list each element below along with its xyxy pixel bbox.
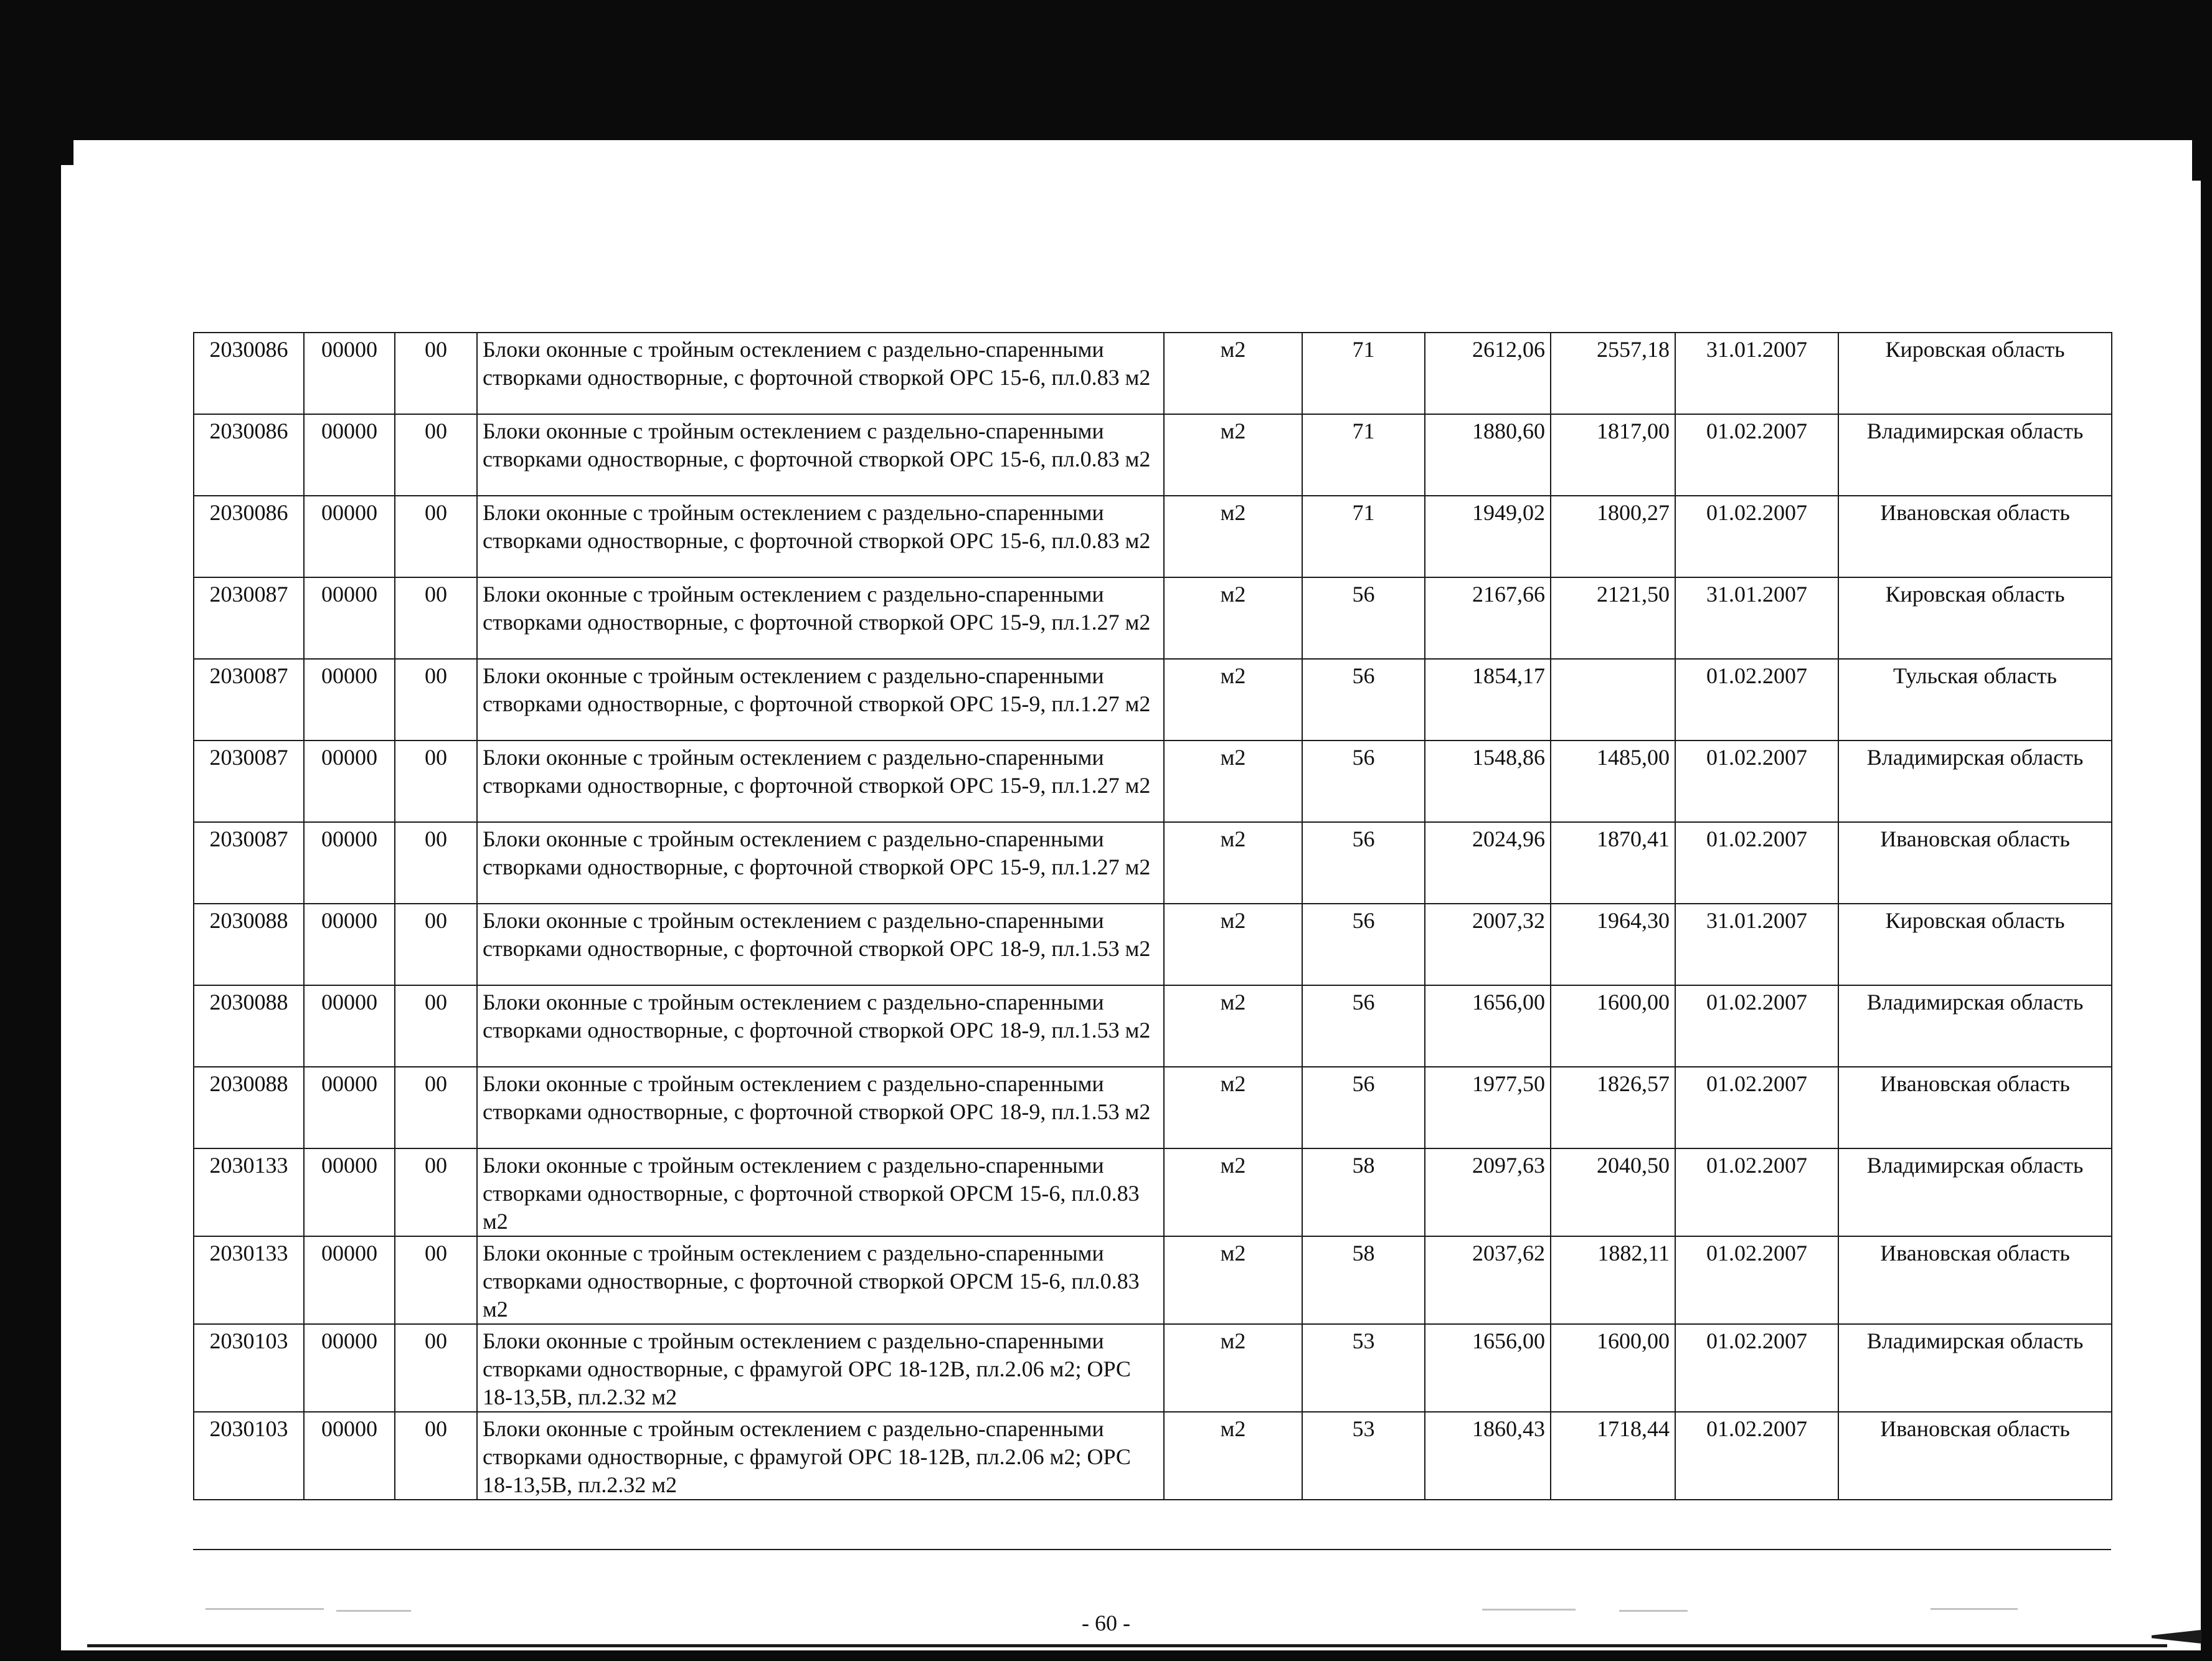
scan-noise bbox=[1619, 1610, 1688, 1612]
table-row bbox=[194, 1412, 2112, 1500]
table-row bbox=[194, 333, 2112, 414]
cell-subcode: 00000 bbox=[304, 904, 395, 985]
cell-quantity: 56 bbox=[1302, 985, 1425, 1067]
cell-quantity: 56 bbox=[1302, 822, 1425, 904]
scan-corner-shadow bbox=[61, 140, 73, 165]
cell-price-2: 1600,00 bbox=[1551, 1324, 1675, 1412]
cell-code: 2030088 bbox=[194, 1067, 304, 1148]
scan-noise bbox=[1482, 1609, 1576, 1611]
cell-price-2: 1817,00 bbox=[1551, 414, 1675, 496]
cell-unit: м2 bbox=[1164, 741, 1302, 822]
cell-region: Кировская область bbox=[1838, 904, 2112, 985]
cell-code: 2030086 bbox=[194, 496, 304, 577]
cell-price-2 bbox=[1551, 659, 1675, 741]
cell-unit: м2 bbox=[1164, 333, 1302, 414]
cell-region: Владимирская область bbox=[1838, 1148, 2112, 1236]
cell-description: Блоки оконные с тройным остеклением с раздельно-спаренными створками одностворные, с форточной створкой ОРС 15-6, пл.0.83 м2 bbox=[477, 414, 1164, 496]
cell-subcode: 00000 bbox=[304, 333, 395, 414]
cell-price-1: 2167,66 bbox=[1425, 577, 1551, 659]
cell-quantity: 53 bbox=[1302, 1412, 1425, 1500]
cell-subcode-2: 00 bbox=[395, 496, 477, 577]
cell-unit: м2 bbox=[1164, 1148, 1302, 1236]
cell-description: Блоки оконные с тройным остеклением с раздельно-спаренными створками одностворные, с форточной створкой ОРС 15-6, пл.0.83 м2 bbox=[477, 496, 1164, 577]
cell-price-2: 1600,00 bbox=[1551, 985, 1675, 1067]
cell-quantity: 56 bbox=[1302, 1067, 1425, 1148]
cell-subcode: 00000 bbox=[304, 1067, 395, 1148]
cell-region: Тульская область bbox=[1838, 659, 2112, 741]
cell-subcode: 00000 bbox=[304, 1324, 395, 1412]
cell-date: 01.02.2007 bbox=[1675, 1412, 1838, 1500]
cell-description: Блоки оконные с тройным остеклением с раздельно-спаренными створками одностворные, с форточной створкой ОРС 18-9, пл.1.53 м2 bbox=[477, 1067, 1164, 1148]
cell-price-1: 1656,00 bbox=[1425, 1324, 1551, 1412]
cell-price-1: 1548,86 bbox=[1425, 741, 1551, 822]
cell-price-1: 1656,00 bbox=[1425, 985, 1551, 1067]
cell-subcode: 00000 bbox=[304, 1148, 395, 1236]
cell-date: 01.02.2007 bbox=[1675, 1067, 1838, 1148]
table-row bbox=[194, 822, 2112, 904]
cell-subcode-2: 00 bbox=[395, 333, 477, 414]
cell-subcode-2: 00 bbox=[395, 1067, 477, 1148]
table-row bbox=[194, 577, 2112, 659]
cell-code: 2030087 bbox=[194, 822, 304, 904]
cell-price-1: 1860,43 bbox=[1425, 1412, 1551, 1500]
cell-subcode: 00000 bbox=[304, 741, 395, 822]
table-row bbox=[194, 1148, 2112, 1236]
cell-subcode: 00000 bbox=[304, 414, 395, 496]
cell-price-1: 1949,02 bbox=[1425, 496, 1551, 577]
cell-subcode-2: 00 bbox=[395, 1412, 477, 1500]
cell-description: Блоки оконные с тройным остеклением с раздельно-спаренными створками одностворные, с фрамугой ОРС 18-12В, пл.2.06 м2; ОРС 18-13,5В, пл.2.32 м2 bbox=[477, 1324, 1164, 1412]
cell-quantity: 53 bbox=[1302, 1324, 1425, 1412]
cell-description: Блоки оконные с тройным остеклением с раздельно-спаренными створками одностворные, с форточной створкой ОРС 15-9, пл.1.27 м2 bbox=[477, 659, 1164, 741]
cell-unit: м2 bbox=[1164, 822, 1302, 904]
cell-date: 01.02.2007 bbox=[1675, 741, 1838, 822]
cell-price-1: 2024,96 bbox=[1425, 822, 1551, 904]
cell-price-1: 1880,60 bbox=[1425, 414, 1551, 496]
cell-date: 01.02.2007 bbox=[1675, 414, 1838, 496]
scan-noise bbox=[336, 1610, 411, 1612]
cell-subcode: 00000 bbox=[304, 1412, 395, 1500]
cell-date: 31.01.2007 bbox=[1675, 577, 1838, 659]
cell-region: Владимирская область bbox=[1838, 741, 2112, 822]
cell-subcode: 00000 bbox=[304, 496, 395, 577]
cell-quantity: 56 bbox=[1302, 741, 1425, 822]
cell-price-2: 1800,27 bbox=[1551, 496, 1675, 577]
cell-subcode-2: 00 bbox=[395, 904, 477, 985]
cell-price-1: 2007,32 bbox=[1425, 904, 1551, 985]
scan-border-top bbox=[0, 0, 2212, 140]
table-body bbox=[194, 333, 2112, 1500]
cell-description: Блоки оконные с тройным остеклением с раздельно-спаренными створками одностворные, с форточной створкой ОРС 18-9, пл.1.53 м2 bbox=[477, 985, 1164, 1067]
cell-region: Владимирская область bbox=[1838, 1324, 2112, 1412]
cell-code: 2030088 bbox=[194, 985, 304, 1067]
cell-subcode-2: 00 bbox=[395, 1236, 477, 1324]
cell-date: 01.02.2007 bbox=[1675, 1324, 1838, 1412]
cell-code: 2030088 bbox=[194, 904, 304, 985]
cell-subcode-2: 00 bbox=[395, 741, 477, 822]
cell-region: Кировская область bbox=[1838, 333, 2112, 414]
cell-price-2: 1485,00 bbox=[1551, 741, 1675, 822]
scan-noise bbox=[206, 1608, 324, 1610]
page-number: - 60 - bbox=[1082, 1611, 1130, 1635]
cell-quantity: 71 bbox=[1302, 333, 1425, 414]
cell-quantity: 56 bbox=[1302, 577, 1425, 659]
cell-price-2: 1826,57 bbox=[1551, 1067, 1675, 1148]
cell-date: 01.02.2007 bbox=[1675, 985, 1838, 1067]
cell-date: 01.02.2007 bbox=[1675, 822, 1838, 904]
cell-unit: м2 bbox=[1164, 1412, 1302, 1500]
table-bottom-border bbox=[193, 1549, 2111, 1550]
cell-price-2: 2557,18 bbox=[1551, 333, 1675, 414]
cell-description: Блоки оконные с тройным остеклением с раздельно-спаренными створками одностворные, с форточной створкой ОРС 15-6, пл.0.83 м2 bbox=[477, 333, 1164, 414]
cell-code: 2030087 bbox=[194, 659, 304, 741]
cell-description: Блоки оконные с тройным остеклением с раздельно-спаренными створками одностворные, с форточной створкой ОРСМ 15-6, пл.0.83 м2 bbox=[477, 1236, 1164, 1324]
cell-price-1: 1854,17 bbox=[1425, 659, 1551, 741]
cell-unit: м2 bbox=[1164, 577, 1302, 659]
cell-price-2: 1882,11 bbox=[1551, 1236, 1675, 1324]
cell-quantity: 56 bbox=[1302, 904, 1425, 985]
cell-code: 2030086 bbox=[194, 414, 304, 496]
cell-unit: м2 bbox=[1164, 1324, 1302, 1412]
cell-quantity: 58 bbox=[1302, 1236, 1425, 1324]
cell-unit: м2 bbox=[1164, 904, 1302, 985]
cell-subcode-2: 00 bbox=[395, 1148, 477, 1236]
cell-region: Ивановская область bbox=[1838, 1067, 2112, 1148]
cell-region: Ивановская область bbox=[1838, 1412, 2112, 1500]
cell-description: Блоки оконные с тройным остеклением с раздельно-спаренными створками одностворные, с фрамугой ОРС 18-12В, пл.2.06 м2; ОРС 18-13,5В, пл.2.32 м2 bbox=[477, 1412, 1164, 1500]
table-row bbox=[194, 1236, 2112, 1324]
cell-date: 31.01.2007 bbox=[1675, 904, 1838, 985]
cell-subcode: 00000 bbox=[304, 985, 395, 1067]
cell-unit: м2 bbox=[1164, 985, 1302, 1067]
table-row bbox=[194, 496, 2112, 577]
cell-region: Владимирская область bbox=[1838, 985, 2112, 1067]
cell-price-1: 2612,06 bbox=[1425, 333, 1551, 414]
cell-subcode-2: 00 bbox=[395, 414, 477, 496]
cell-date: 01.02.2007 bbox=[1675, 1148, 1838, 1236]
cell-unit: м2 bbox=[1164, 496, 1302, 577]
cell-price-2: 1870,41 bbox=[1551, 822, 1675, 904]
cell-description: Блоки оконные с тройным остеклением с раздельно-спаренными створками одностворные, с форточной створкой ОРСМ 15-6, пл.0.83 м2 bbox=[477, 1148, 1164, 1236]
cell-region: Владимирская область bbox=[1838, 414, 2112, 496]
table-row bbox=[194, 659, 2112, 741]
table-row bbox=[194, 741, 2112, 822]
cell-region: Ивановская область bbox=[1838, 496, 2112, 577]
cell-description: Блоки оконные с тройным остеклением с раздельно-спаренными створками одностворные, с форточной створкой ОРС 15-9, пл.1.27 м2 bbox=[477, 741, 1164, 822]
scan-right-notch bbox=[2192, 128, 2201, 181]
cell-quantity: 71 bbox=[1302, 496, 1425, 577]
cell-code: 2030103 bbox=[194, 1412, 304, 1500]
cell-code: 2030086 bbox=[194, 333, 304, 414]
cell-region: Кировская область bbox=[1838, 577, 2112, 659]
cell-quantity: 56 bbox=[1302, 659, 1425, 741]
cell-code: 2030087 bbox=[194, 577, 304, 659]
cell-description: Блоки оконные с тройным остеклением с раздельно-спаренными створками одностворные, с форточной створкой ОРС 15-9, пл.1.27 м2 bbox=[477, 577, 1164, 659]
cell-subcode-2: 00 bbox=[395, 985, 477, 1067]
cell-subcode-2: 00 bbox=[395, 822, 477, 904]
scan-border-left bbox=[0, 0, 61, 1661]
cell-date: 01.02.2007 bbox=[1675, 1236, 1838, 1324]
cell-unit: м2 bbox=[1164, 659, 1302, 741]
cell-price-2: 2040,50 bbox=[1551, 1148, 1675, 1236]
cell-subcode-2: 00 bbox=[395, 1324, 477, 1412]
cell-code: 2030133 bbox=[194, 1236, 304, 1324]
scan-border-right bbox=[2201, 0, 2212, 1661]
cell-unit: м2 bbox=[1164, 1067, 1302, 1148]
cell-subcode: 00000 bbox=[304, 577, 395, 659]
cell-date: 01.02.2007 bbox=[1675, 659, 1838, 741]
cell-price-1: 2037,62 bbox=[1425, 1236, 1551, 1324]
cell-code: 2030133 bbox=[194, 1148, 304, 1236]
cell-price-2: 1718,44 bbox=[1551, 1412, 1675, 1500]
price-table bbox=[193, 332, 2112, 1500]
cell-price-1: 2097,63 bbox=[1425, 1148, 1551, 1236]
cell-price-2: 1964,30 bbox=[1551, 904, 1675, 985]
table-row bbox=[194, 904, 2112, 985]
cell-price-1: 1977,50 bbox=[1425, 1067, 1551, 1148]
cell-region: Ивановская область bbox=[1838, 1236, 2112, 1324]
cell-subcode-2: 00 bbox=[395, 659, 477, 741]
cell-subcode-2: 00 bbox=[395, 577, 477, 659]
cell-code: 2030087 bbox=[194, 741, 304, 822]
table-row bbox=[194, 985, 2112, 1067]
cell-date: 01.02.2007 bbox=[1675, 496, 1838, 577]
cell-description: Блоки оконные с тройным остеклением с раздельно-спаренными створками одностворные, с форточной створкой ОРС 18-9, пл.1.53 м2 bbox=[477, 904, 1164, 985]
scan-noise bbox=[1931, 1608, 2018, 1610]
cell-unit: м2 bbox=[1164, 414, 1302, 496]
cell-date: 31.01.2007 bbox=[1675, 333, 1838, 414]
page-bottom-edge bbox=[87, 1644, 2167, 1647]
cell-subcode: 00000 bbox=[304, 659, 395, 741]
cell-description: Блоки оконные с тройным остеклением с раздельно-спаренными створками одностворные, с форточной створкой ОРС 15-9, пл.1.27 м2 bbox=[477, 822, 1164, 904]
cell-quantity: 71 bbox=[1302, 414, 1425, 496]
table-row bbox=[194, 414, 2112, 496]
cell-code: 2030103 bbox=[194, 1324, 304, 1412]
cell-subcode: 00000 bbox=[304, 1236, 395, 1324]
cell-region: Ивановская область bbox=[1838, 822, 2112, 904]
cell-subcode: 00000 bbox=[304, 822, 395, 904]
cell-unit: м2 bbox=[1164, 1236, 1302, 1324]
scan-border-bottom bbox=[61, 1650, 2201, 1661]
table-row bbox=[194, 1067, 2112, 1148]
cell-quantity: 58 bbox=[1302, 1148, 1425, 1236]
cell-price-2: 2121,50 bbox=[1551, 577, 1675, 659]
table-row bbox=[194, 1324, 2112, 1412]
